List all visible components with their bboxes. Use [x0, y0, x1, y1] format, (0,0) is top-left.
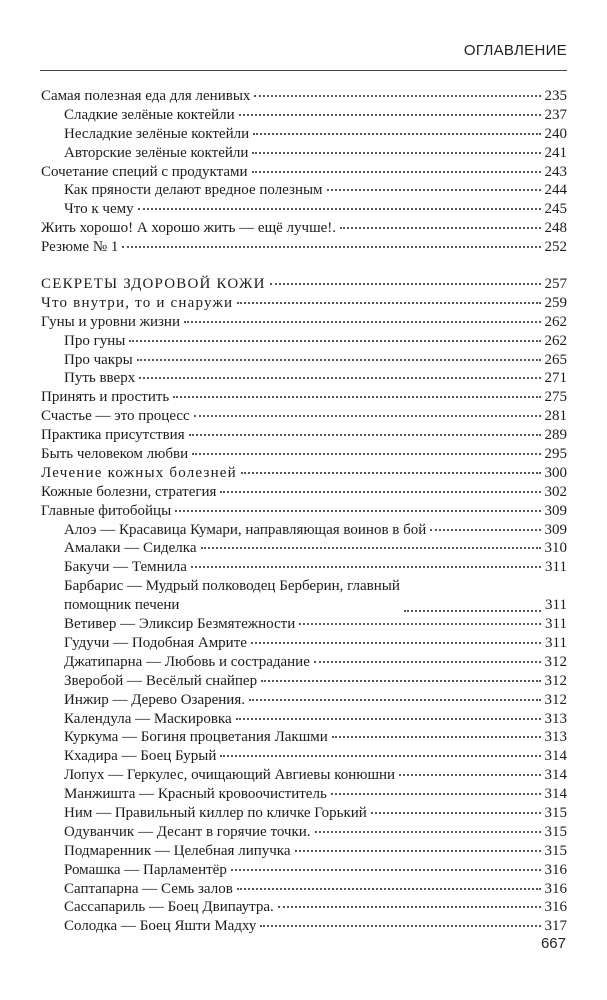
toc-entry-title: Сочетание специй с продуктами: [41, 163, 248, 180]
toc-entry-page: 300: [544, 464, 567, 481]
dot-leader: [139, 376, 540, 379]
toc-entry-page: 281: [544, 408, 567, 425]
toc-entry-title: Быть человеком любви: [41, 446, 189, 463]
page-number: 667: [540, 935, 566, 952]
dot-leader: [404, 609, 541, 612]
toc-entry[interactable]: [41, 388, 567, 407]
toc-entry-page: 315: [544, 804, 567, 821]
toc-entry-page: 314: [544, 748, 567, 765]
toc-entry-title: Сладкие зелёные коктейли: [64, 106, 235, 123]
dot-leader: [237, 887, 541, 890]
toc-entry[interactable]: [41, 238, 567, 257]
dot-leader: [252, 151, 540, 154]
toc-entry[interactable]: [41, 369, 567, 388]
dot-leader: [201, 546, 541, 549]
toc-entry-page: 310: [544, 540, 567, 557]
toc-entry-title: Гудучи — Подобная Амрите: [64, 634, 247, 651]
toc-entry-title: Солодка — Боец Яшти Мадху: [64, 918, 257, 935]
toc-entry[interactable]: [41, 483, 567, 502]
toc-entry-page: 312: [544, 672, 567, 689]
dot-leader: [237, 301, 540, 304]
toc-entry[interactable]: [41, 804, 567, 823]
toc-entry-title: Самая полезная еда для ленивых: [41, 88, 251, 104]
toc-entry[interactable]: [41, 917, 567, 936]
toc-entry-page: 311: [545, 559, 567, 576]
toc-entry[interactable]: [41, 861, 567, 880]
toc-entry-title: Практика присутствия: [41, 427, 185, 444]
toc-entry-title: Кожные болезни, стратегия: [41, 483, 217, 500]
toc-entry[interactable]: [41, 766, 567, 785]
toc-entry-page: 314: [544, 767, 567, 784]
toc-entry-page: 313: [544, 729, 567, 746]
dot-leader: [253, 132, 540, 135]
toc-entry-title: Сассапариль — Боец Двипаутра.: [64, 899, 274, 916]
dot-leader: [231, 868, 541, 871]
toc-entry[interactable]: [41, 426, 567, 445]
dot-leader: [251, 641, 541, 644]
toc-entry[interactable]: [41, 87, 567, 106]
toc-entry[interactable]: [41, 653, 567, 672]
toc-entry-title: Главные фитобойцы: [41, 502, 172, 519]
dot-leader: [270, 282, 541, 285]
toc-entry[interactable]: [41, 219, 567, 238]
toc-entry[interactable]: [41, 200, 567, 219]
dot-leader: [189, 433, 541, 436]
toc-entry-title: Авторские зелёные коктейли: [64, 144, 249, 161]
toc-entry-title: Жить хорошо! А хорошо жить — ещё лучше!.: [41, 220, 337, 237]
toc-entry[interactable]: [41, 163, 567, 182]
dot-leader: [399, 773, 540, 776]
toc-entry-title: Бакучи — Темнила: [64, 559, 187, 576]
dot-leader: [260, 924, 540, 927]
dot-leader: [236, 717, 541, 720]
toc-entry-page: 262: [544, 332, 567, 349]
dot-leader: [314, 660, 541, 663]
toc-entry[interactable]: [41, 691, 567, 710]
toc-entry-page: 317: [544, 918, 567, 935]
toc-entry-page: 316: [544, 899, 567, 916]
toc-entry-title: Алоэ — Красавица Кумари, направляющая воинов в бой: [64, 521, 427, 538]
toc-entry-page: 311: [545, 597, 567, 614]
running-header: [40, 40, 567, 71]
toc-entry[interactable]: [41, 615, 567, 634]
toc-entry-title: Ним — Правильный киллер по кличке Горький: [64, 804, 367, 821]
toc-entry[interactable]: [41, 880, 567, 899]
toc-entry-page: 237: [544, 106, 567, 123]
dot-leader: [220, 490, 540, 493]
toc-entry[interactable]: [41, 445, 567, 464]
dot-leader: [327, 188, 541, 191]
toc-entry-title: Гуны и уровни жизни: [41, 313, 180, 330]
toc-entry[interactable]: [41, 785, 567, 804]
toc-entry-title: Амалаки — Сиделка: [64, 540, 197, 557]
toc-entry-page: 312: [544, 691, 567, 708]
dot-leader: [278, 905, 541, 908]
toc-entry[interactable]: [41, 294, 567, 313]
toc-entry[interactable]: [41, 313, 567, 332]
toc-entry-title-line: Барбарис — Мудрый полководец Берберин, главный: [64, 578, 400, 595]
toc-entry-title: [64, 577, 400, 615]
toc-entry[interactable]: [41, 539, 567, 558]
toc-entry-title: Ромашка — Парламентёр: [64, 861, 227, 878]
dot-leader: [241, 471, 541, 474]
toc-entry[interactable]: [41, 464, 567, 483]
toc-entry-page: 259: [544, 294, 567, 311]
dot-leader: [340, 226, 540, 229]
toc-entry-title: Резюме № 1: [41, 239, 119, 256]
dot-leader: [295, 849, 541, 852]
toc-entry-page: 244: [544, 182, 567, 199]
dot-leader: [371, 811, 541, 814]
toc-entry-page: 313: [544, 710, 567, 727]
toc-entry-page: 314: [544, 786, 567, 803]
toc-entry-page: 248: [544, 220, 567, 237]
toc-entry-title: Зверобой — Весёлый снайпер: [64, 672, 258, 689]
toc-entry[interactable]: [41, 710, 567, 729]
dot-leader: [194, 414, 541, 417]
toc-entry-title: Про гуны: [64, 332, 126, 349]
toc-entry[interactable]: [41, 747, 567, 766]
dot-leader: [331, 792, 541, 795]
toc-entry[interactable]: [41, 275, 567, 294]
toc-entry[interactable]: [41, 502, 567, 521]
toc-entry-page: 311: [545, 634, 567, 651]
toc-entry[interactable]: [41, 332, 567, 351]
toc-entry-title: Ветивер — Эликсир Безмятежности: [64, 616, 296, 633]
toc-entry-title: Календула — Маскировка: [64, 710, 232, 727]
toc-entry-title: СЕКРЕТЫ ЗДОРОВОЙ КОЖИ: [41, 276, 266, 293]
toc-entry[interactable]: [41, 634, 567, 653]
toc-entry-page: 275: [544, 389, 567, 406]
dot-leader: [173, 395, 540, 398]
toc-entry[interactable]: [41, 558, 567, 577]
toc-entry-page: 295: [544, 446, 567, 463]
toc-entry-page: 245: [544, 201, 567, 218]
toc-entry-page: 240: [544, 125, 567, 142]
dot-leader: [249, 698, 541, 701]
toc-entry-page: 262: [544, 313, 567, 330]
dot-leader: [261, 679, 540, 682]
toc-entry-title: Счастье — это процесс: [41, 408, 190, 425]
toc-entry-page: 243: [544, 163, 567, 180]
toc-entry-page: 309: [544, 521, 567, 538]
section-gap: [41, 257, 567, 275]
toc-entry-page: 312: [544, 653, 567, 670]
toc-section: [41, 275, 567, 936]
toc-entry[interactable]: [41, 351, 567, 370]
toc-entry[interactable]: [41, 842, 567, 861]
dot-leader: [184, 320, 541, 323]
toc-entry[interactable]: [41, 728, 567, 747]
toc-entry-title: Принять и простить: [41, 389, 170, 406]
toc-entry-title: Джатипарна — Любовь и сострадание: [64, 653, 310, 670]
toc-entry[interactable]: [41, 125, 567, 144]
toc-entry[interactable]: [41, 823, 567, 842]
toc-entry-page: 252: [544, 239, 567, 256]
dot-leader: [332, 735, 541, 738]
toc-entry-title-line: помощник печени: [64, 597, 180, 614]
dot-leader: [299, 622, 541, 625]
toc-entry-title: Что внутри, то и снаружи: [41, 294, 234, 311]
toc-entry-title: Про чакры: [64, 351, 133, 368]
dot-leader: [191, 565, 541, 568]
dot-leader: [430, 528, 540, 531]
toc-entry-title: Кхадира — Боец Бурый: [64, 748, 217, 765]
toc-entry-page: 271: [544, 370, 567, 387]
toc-entry[interactable]: [41, 181, 567, 200]
dot-leader: [122, 245, 540, 248]
toc-section: [41, 87, 567, 257]
toc-entry-title: Как пряности делают вредное полезным: [64, 182, 323, 199]
toc-entry-page: 257: [544, 276, 567, 293]
toc-entry-title: Путь вверх: [64, 370, 136, 387]
toc-entry-title: Саптапарна — Семь залов: [64, 880, 233, 897]
toc-entry-title: Одуванчик — Десант в горячие точки.: [64, 823, 311, 840]
toc-entry-title: Подмаренник — Целебная липучка: [64, 842, 291, 859]
toc-entry-page: 311: [545, 616, 567, 633]
dot-leader: [239, 113, 541, 116]
dot-leader: [315, 830, 541, 833]
toc-entry-page: 265: [544, 351, 567, 368]
toc-entry-page: 316: [544, 861, 567, 878]
toc-entry-page: 235: [544, 88, 567, 104]
running-header-title: ОГЛАВЛЕНИЕ: [463, 42, 567, 59]
dot-leader: [192, 452, 540, 455]
toc-entry[interactable]: [41, 106, 567, 125]
dot-leader: [175, 509, 540, 512]
dot-leader: [129, 339, 540, 342]
dot-leader: [220, 754, 540, 757]
toc-entry-page: 309: [544, 502, 567, 519]
toc-entry-title: Инжир — Дерево Озарения.: [64, 691, 245, 708]
toc-entry[interactable]: [41, 672, 567, 691]
toc-entry-page: 241: [544, 144, 567, 161]
dot-leader: [252, 170, 541, 173]
toc-entry-title: Манжишта — Красный кровоочиститель: [64, 786, 327, 803]
toc-entry-title: Лопух — Геркулес, очищающий Авгиевы конюшни: [64, 767, 396, 784]
toc-entry-title: Лечение кожных болезней: [41, 464, 237, 481]
toc-entry-page: 302: [544, 483, 567, 500]
toc-entry-page: 315: [544, 842, 567, 859]
toc-entry-page: 315: [544, 823, 567, 840]
toc-entry-title: Что к чему: [64, 201, 134, 218]
toc-entry[interactable]: [41, 898, 567, 917]
toc-entry[interactable]: [41, 144, 567, 163]
dot-leader: [137, 358, 541, 361]
toc-entry[interactable]: [41, 577, 567, 615]
dot-leader: [138, 207, 541, 210]
toc-entry-page: 289: [544, 427, 567, 444]
dot-leader: [254, 94, 540, 97]
table-of-contents: [41, 87, 567, 936]
toc-entry[interactable]: [41, 407, 567, 426]
toc-entry-page: 316: [544, 880, 567, 897]
toc-entry[interactable]: [41, 521, 567, 540]
toc-entry-title: Несладкие зелёные коктейли: [64, 125, 250, 142]
toc-entry-title: Куркума — Богиня процветания Лакшми: [64, 729, 328, 746]
